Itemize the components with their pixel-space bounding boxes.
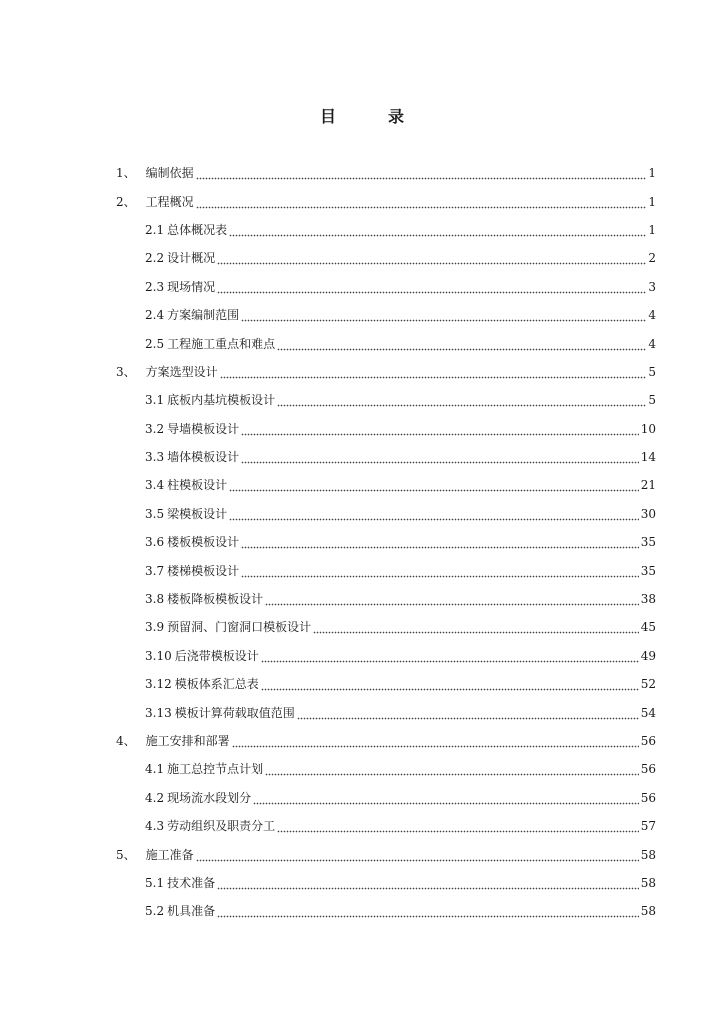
toc-entry-number: 3.3 [145,450,165,465]
toc-entry-label: 梁模板设计 [167,506,228,521]
toc-entry-text [116,195,194,209]
toc-entry-label: 后浇带模板设计 [174,648,259,663]
toc-page-number: 2 [648,251,656,266]
toc-entry-label: 模板计算荷载取值范围 [174,705,295,720]
toc-dot-leader [217,255,646,265]
toc-entry-text [145,564,239,578]
toc-dot-leader [229,227,646,237]
toc-page-number: 21 [640,478,656,493]
toc-entry-text [145,393,275,407]
toc-subsection-entry[interactable] [0,869,724,897]
toc-entry-label: 设计概况 [167,251,216,266]
toc-entry-text [145,592,263,606]
toc-page-number: 58 [640,904,656,919]
toc-dot-leader [220,369,646,379]
toc-entry-text [145,706,295,720]
toc-subsection-entry[interactable] [0,301,724,329]
toc-entry-text [145,620,311,634]
toc-subsection-entry[interactable] [0,386,724,414]
toc-page-number: 1 [648,194,656,209]
toc-subsection-entry[interactable] [0,273,724,301]
toc-entry-number: 2、 [116,194,136,209]
toc-entry-label: 墙体模板设计 [167,450,240,465]
toc-entry-number: 4.1 [145,762,165,777]
toc-page-number: 52 [640,677,656,692]
toc-entry-text [145,876,215,890]
toc-entry-number: 3.4 [145,478,165,493]
toc-page-number: 5 [648,364,656,379]
toc-subsection-entry[interactable] [0,500,724,528]
toc-dot-leader [277,823,639,833]
toc-subsection-entry[interactable] [0,755,724,783]
toc-dot-leader [229,482,639,492]
toc-page-number: 1 [648,166,656,181]
toc-page-number: 3 [648,279,656,294]
toc-dot-leader [261,681,639,691]
toc-section-entry[interactable] [0,727,724,755]
toc-entry-text [145,280,215,294]
toc-entry-text [145,762,263,776]
toc-subsection-entry[interactable] [0,698,724,726]
toc-entry-number: 2.3 [145,279,165,294]
toc-subsection-entry[interactable] [0,670,724,698]
toc-entry-text [116,848,194,862]
toc-dot-leader [265,596,639,606]
toc-entry-number: 4、 [116,734,136,748]
toc-entry-label: 导墙模板设计 [167,421,240,436]
toc-subsection-entry[interactable] [0,897,724,925]
toc-entry-label: 方案选型设计 [145,364,218,379]
toc-entry-label: 总体概况表 [167,222,228,237]
toc-entry-number: 2.5 [145,336,165,351]
toc-page-number: 30 [640,506,656,521]
toc-page-number: 58 [640,875,656,890]
toc-entry-text [145,819,275,833]
toc-entry-label: 工程施工重点和难点 [167,336,276,351]
toc-entry-number: 3、 [116,364,136,379]
toc-entry-text [145,507,227,521]
toc-page-number: 10 [640,421,656,436]
toc-entry-text [116,365,218,379]
toc-entry-number: 3.8 [145,592,165,607]
toc-dot-leader [277,341,646,351]
toc-page-number: 56 [640,734,656,748]
toc-entry-label: 模板体系汇总表 [174,677,259,692]
toc-page-number: 54 [640,705,656,720]
toc-page-number: 4 [648,308,656,323]
toc-entry-text [145,251,215,265]
toc-subsection-entry[interactable] [0,613,724,641]
toc-entry-text [145,904,215,918]
toc-entry-number: 3.2 [145,421,165,436]
toc-entry-number: 3.12 [145,677,172,692]
toc-dot-leader [196,170,646,180]
toc-entry-number: 3.6 [145,535,165,550]
toc-entry-label: 预留洞、门窗洞口模板设计 [167,620,312,635]
toc-entry-text [145,478,227,492]
toc-section-entry[interactable] [0,840,724,868]
toc-entry-number: 2.2 [145,251,165,266]
toc-entry-number: 4.2 [145,790,165,805]
toc-entry-number: 4.3 [145,819,165,834]
toc-entry-label: 施工安排和部署 [145,734,230,748]
toc-entry-label: 劳动组织及职责分工 [167,819,276,834]
toc-entry-label: 施工总控节点计划 [167,762,264,777]
toc-subsection-entry[interactable] [0,812,724,840]
toc-entry-text [116,734,230,748]
toc-subsection-entry[interactable] [0,471,724,499]
toc-entry-number: 5、 [116,847,136,862]
page-title: 目 录 [319,107,422,126]
toc-entry-label: 现场情况 [167,279,216,294]
toc-entry-number: 3.9 [145,620,165,635]
toc-subsection-entry[interactable] [0,216,724,244]
toc-entry-text [145,450,239,464]
toc-dot-leader [297,710,639,720]
table-of-contents [0,159,724,926]
toc-dot-leader [241,454,639,464]
toc-page-number: 57 [640,819,656,834]
toc-subsection-entry[interactable] [0,443,724,471]
toc-page-number: 4 [648,336,656,351]
toc-entry-text [145,223,227,237]
toc-entry-number: 3.10 [145,648,172,663]
toc-dot-leader [253,795,639,805]
toc-page-number: 35 [640,535,656,550]
toc-page-number: 56 [640,790,656,805]
toc-entry-label: 底板内基坑模板设计 [167,393,276,408]
toc-entry-number: 3.5 [145,506,165,521]
toc-dot-leader [265,766,639,776]
toc-entry-text [145,422,239,436]
toc-page-number: 49 [640,648,656,663]
toc-dot-leader [217,908,639,918]
toc-entry-number: 1、 [116,166,136,181]
toc-entry-label: 技术准备 [167,875,216,890]
toc-dot-leader [217,284,646,294]
toc-page-number: 1 [648,222,656,237]
toc-page-number: 45 [640,620,656,635]
toc-entry-text [145,308,239,322]
toc-entry-number: 3.13 [145,705,172,720]
toc-entry-text [145,337,275,351]
toc-dot-leader [229,511,639,521]
toc-section-entry[interactable] [0,358,724,386]
toc-subsection-entry[interactable] [0,642,724,670]
toc-dot-leader [241,312,646,322]
toc-entry-number: 3.7 [145,563,165,578]
toc-entry-label: 现场流水段划分 [167,790,252,805]
toc-dot-leader [277,397,646,407]
toc-subsection-entry[interactable] [0,329,724,357]
toc-subsection-entry[interactable] [0,585,724,613]
toc-page-number: 38 [640,592,656,607]
toc-dot-leader [241,426,639,436]
toc-entry-label: 编制依据 [145,166,194,181]
toc-entry-label: 施工准备 [145,847,194,862]
toc-section-entry[interactable] [0,159,724,187]
toc-subsection-entry[interactable] [0,784,724,812]
toc-page-number: 5 [648,393,656,408]
toc-entry-text [145,649,259,663]
toc-entry-label: 楼梯模板设计 [167,563,240,578]
toc-entry-number: 2.1 [145,222,165,237]
toc-entry-text [145,535,239,549]
toc-dot-leader [196,852,639,862]
toc-entry-number: 3.1 [145,393,165,408]
toc-subsection-entry[interactable] [0,244,724,272]
toc-dot-leader [261,653,639,663]
toc-page-number: 35 [640,563,656,578]
toc-entry-label: 柱模板设计 [167,478,228,493]
toc-subsection-entry[interactable] [0,415,724,443]
toc-dot-leader [196,199,646,209]
toc-entry-label: 工程概况 [145,194,194,209]
toc-section-entry[interactable] [0,187,724,215]
toc-entry-text [116,166,194,180]
toc-entry-label: 方案编制范围 [167,308,240,323]
toc-entry-number: 2.4 [145,308,165,323]
toc-dot-leader [313,624,639,634]
toc-entry-number: 5.1 [145,875,165,890]
toc-entry-number: 5.2 [145,904,165,919]
toc-dot-leader [241,568,639,578]
toc-dot-leader [217,880,639,890]
toc-entry-text [145,677,259,691]
toc-subsection-entry[interactable] [0,528,724,556]
toc-entry-label: 楼板模板设计 [167,535,240,550]
toc-page-number: 58 [640,847,656,862]
toc-page-number: 14 [640,450,656,465]
toc-dot-leader [241,539,639,549]
toc-page-number: 56 [640,762,656,777]
toc-entry-text [145,791,251,805]
toc-subsection-entry[interactable] [0,556,724,584]
toc-entry-label: 机具准备 [167,904,216,919]
toc-dot-leader [232,738,639,748]
toc-entry-label: 楼板降板模板设计 [167,592,264,607]
